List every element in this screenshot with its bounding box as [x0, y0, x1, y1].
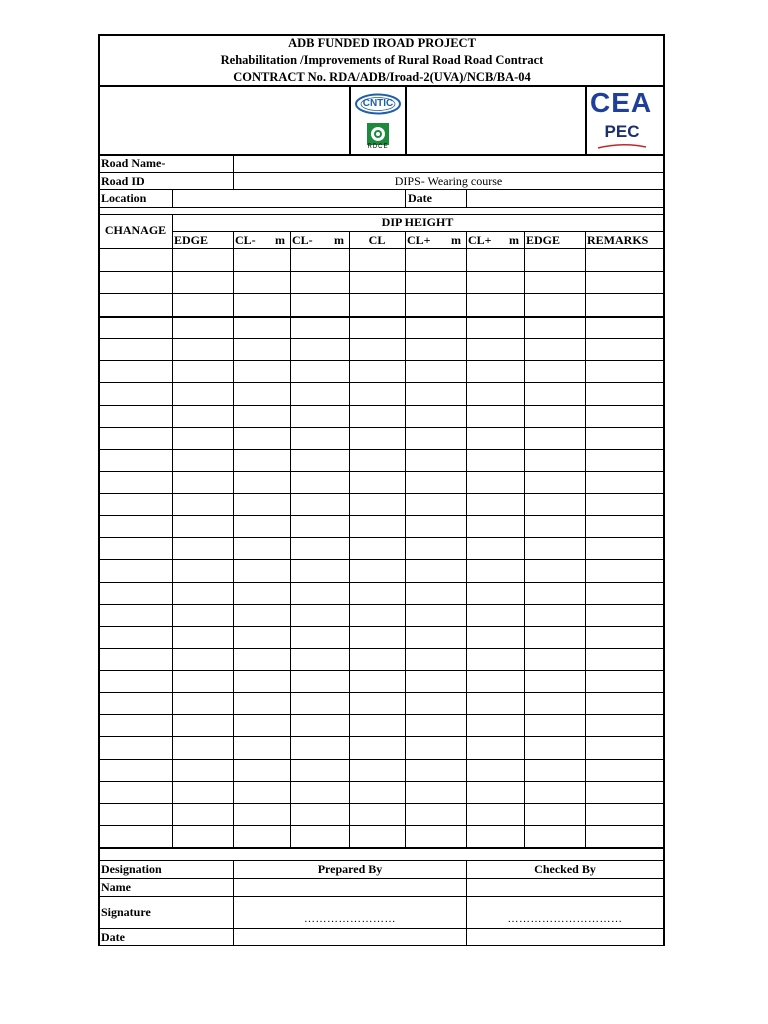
table-cell[interactable] [350, 583, 405, 604]
table-cell[interactable] [467, 516, 524, 537]
road-id-label: Road ID [101, 174, 145, 188]
table-cell[interactable] [525, 317, 585, 338]
table-cell[interactable] [234, 737, 290, 759]
table-cell[interactable] [406, 649, 466, 670]
table-cell[interactable] [173, 538, 233, 559]
table-cell[interactable] [467, 826, 524, 847]
table-cell[interactable] [234, 538, 290, 559]
prepared-date-field[interactable] [234, 929, 466, 945]
table-cell[interactable] [586, 450, 663, 471]
table-cell[interactable] [525, 538, 585, 559]
table-cell[interactable] [406, 406, 466, 427]
table-cell[interactable] [525, 715, 585, 736]
table-cell[interactable] [173, 826, 233, 847]
table-cell[interactable] [467, 693, 524, 714]
table-cell[interactable] [406, 294, 466, 316]
table-cell[interactable] [350, 693, 405, 714]
chainage-cell[interactable] [99, 804, 172, 825]
prepared-by-header: Prepared By [317, 862, 383, 876]
table-cell[interactable] [234, 826, 290, 847]
column-header-label: EDGE [174, 233, 209, 247]
table-cell[interactable] [525, 760, 585, 781]
table-cell[interactable] [586, 671, 663, 692]
right-border [663, 34, 665, 946]
table-cell[interactable] [467, 472, 524, 493]
table-cell[interactable] [467, 383, 524, 405]
table-cell[interactable] [406, 494, 466, 515]
chainage-cell[interactable] [99, 516, 172, 537]
chainage-cell[interactable] [99, 494, 172, 515]
table-cell[interactable] [234, 516, 290, 537]
table-cell[interactable] [406, 249, 466, 271]
table-cell[interactable] [291, 737, 349, 759]
table-cell[interactable] [350, 715, 405, 736]
chainage-cell[interactable] [99, 560, 172, 582]
contract-subtitle: Rehabilitation /Improvements of Rural Road Road Contract [220, 53, 544, 67]
table-cell[interactable] [525, 450, 585, 471]
table-cell[interactable] [525, 671, 585, 692]
table-cell[interactable] [525, 383, 585, 405]
column-header-unit: m [451, 233, 461, 247]
table-cell[interactable] [586, 383, 663, 405]
column-header-label: CL- [292, 233, 313, 247]
table-cell[interactable] [291, 450, 349, 471]
table-cell[interactable] [586, 516, 663, 537]
table-cell[interactable] [173, 317, 233, 338]
table-cell[interactable] [234, 627, 290, 648]
table-cell[interactable] [173, 516, 233, 537]
table-cell[interactable] [291, 361, 349, 382]
cntic-logo [354, 92, 402, 116]
table-cell[interactable] [467, 249, 524, 271]
table-cell[interactable] [173, 760, 233, 781]
table-cell[interactable] [406, 450, 466, 471]
chainage-cell[interactable] [99, 428, 172, 449]
table-cell[interactable] [234, 450, 290, 471]
table-cell[interactable] [173, 671, 233, 692]
table-cell[interactable] [467, 782, 524, 803]
signature-label: Signature [101, 905, 151, 919]
activity-title: DIPS- Wearing course [394, 174, 503, 188]
table-cell[interactable] [525, 605, 585, 626]
table-cell[interactable] [173, 627, 233, 648]
table-cell[interactable] [234, 317, 290, 338]
location-field[interactable] [173, 190, 404, 206]
dip-height-header: DIP HEIGHT [381, 215, 454, 229]
chainage-cell[interactable] [99, 737, 172, 759]
table-cell[interactable] [467, 317, 524, 338]
column-header [468, 233, 522, 247]
table-cell[interactable] [525, 782, 585, 803]
cea-logo [590, 88, 652, 118]
table-cell[interactable] [291, 693, 349, 714]
table-cell[interactable] [350, 760, 405, 781]
table-cell[interactable] [406, 428, 466, 449]
table-cell[interactable] [525, 361, 585, 382]
table-cell[interactable] [291, 804, 349, 825]
table-cell[interactable] [350, 782, 405, 803]
table-cell[interactable] [467, 560, 524, 582]
table-cell[interactable] [586, 649, 663, 670]
table-cell[interactable] [525, 826, 585, 847]
checked-name-field[interactable] [467, 879, 663, 895]
table-cell[interactable] [291, 472, 349, 493]
table-cell[interactable] [291, 760, 349, 781]
table-cell[interactable] [467, 671, 524, 692]
table-cell[interactable] [586, 538, 663, 559]
chainage-cell[interactable] [99, 583, 172, 604]
table-cell[interactable] [525, 583, 585, 604]
chainage-cell[interactable] [99, 782, 172, 803]
table-cell[interactable] [406, 272, 466, 293]
table-cell[interactable] [234, 782, 290, 803]
table-cell[interactable] [586, 715, 663, 736]
table-cell[interactable] [350, 428, 405, 449]
table-cell[interactable] [350, 472, 405, 493]
column-header-unit: m [509, 233, 519, 247]
table-cell[interactable] [350, 605, 405, 626]
chainage-cell[interactable] [99, 294, 172, 316]
table-cell[interactable] [467, 605, 524, 626]
table-cell[interactable] [173, 294, 233, 316]
table-cell[interactable] [586, 272, 663, 293]
table-cell[interactable] [586, 782, 663, 803]
table-cell[interactable] [586, 428, 663, 449]
table-cell[interactable] [234, 605, 290, 626]
table-cell[interactable] [406, 760, 466, 781]
table-cell[interactable] [525, 472, 585, 493]
road-name-field[interactable] [234, 155, 663, 171]
table-cell[interactable] [234, 494, 290, 515]
column-header [351, 233, 403, 247]
column-header [235, 233, 288, 247]
table-cell[interactable] [586, 826, 663, 847]
table-cell[interactable] [525, 428, 585, 449]
table-cell[interactable] [173, 472, 233, 493]
table-cell[interactable] [350, 317, 405, 338]
table-cell[interactable] [234, 294, 290, 316]
table-cell[interactable] [234, 406, 290, 427]
table-cell[interactable] [173, 406, 233, 427]
table-cell[interactable] [586, 693, 663, 714]
table-cell[interactable] [525, 737, 585, 759]
table-cell[interactable] [291, 516, 349, 537]
location-label: Location [101, 191, 147, 205]
table-cell[interactable] [350, 737, 405, 759]
table-cell[interactable] [291, 272, 349, 293]
prepared-signature-line[interactable]: …………………… [304, 913, 396, 925]
table-cell[interactable] [406, 715, 466, 736]
table-cell[interactable] [350, 538, 405, 559]
table-cell[interactable] [586, 472, 663, 493]
table-cell[interactable] [406, 737, 466, 759]
table-cell[interactable] [234, 383, 290, 405]
table-cell[interactable] [234, 272, 290, 293]
checked-date-field[interactable] [467, 929, 663, 945]
table-cell[interactable] [467, 627, 524, 648]
table-cell[interactable] [525, 649, 585, 670]
table-cell[interactable] [586, 627, 663, 648]
table-cell[interactable] [525, 516, 585, 537]
table-cell[interactable] [467, 583, 524, 604]
table-cell[interactable] [525, 494, 585, 515]
table-cell[interactable] [234, 671, 290, 692]
date-field[interactable] [467, 190, 663, 206]
table-cell[interactable] [350, 627, 405, 648]
column-header-label: EDGE [526, 233, 561, 247]
table-cell[interactable] [173, 782, 233, 803]
table-cell[interactable] [467, 715, 524, 736]
table-cell[interactable] [291, 671, 349, 692]
table-cell[interactable] [234, 339, 290, 360]
chainage-cell[interactable] [99, 249, 172, 271]
table-cell[interactable] [525, 693, 585, 714]
table-cell[interactable] [406, 383, 466, 405]
table-cell[interactable] [234, 361, 290, 382]
table-cell[interactable] [291, 826, 349, 847]
table-cell[interactable] [406, 538, 466, 559]
table-cell[interactable] [173, 649, 233, 670]
column-header-label: CL+ [468, 233, 492, 247]
table-cell[interactable] [350, 272, 405, 293]
table-cell[interactable] [173, 339, 233, 360]
table-cell[interactable] [173, 428, 233, 449]
chainage-cell[interactable] [99, 317, 172, 338]
table-cell[interactable] [406, 627, 466, 648]
table-cell[interactable] [234, 583, 290, 604]
table-cell[interactable] [350, 383, 405, 405]
table-cell[interactable] [173, 605, 233, 626]
column-header-label: CL [368, 233, 386, 247]
table-cell[interactable] [291, 249, 349, 271]
table-cell[interactable] [586, 249, 663, 271]
table-cell[interactable] [586, 804, 663, 825]
chainage-cell[interactable] [99, 339, 172, 360]
table-cell[interactable] [467, 760, 524, 781]
table-cell[interactable] [350, 804, 405, 825]
table-cell[interactable] [406, 560, 466, 582]
table-cell[interactable] [350, 294, 405, 316]
chainage-cell[interactable] [99, 826, 172, 847]
table-cell[interactable] [586, 406, 663, 427]
table-cell[interactable] [291, 605, 349, 626]
table-cell[interactable] [291, 406, 349, 427]
chainage-header: CHANAGE [104, 223, 167, 237]
table-cell[interactable] [406, 361, 466, 382]
table-cell[interactable] [291, 583, 349, 604]
table-cell[interactable] [467, 428, 524, 449]
column-header [174, 233, 231, 247]
cntic-logo-text: CNTIC [362, 98, 394, 109]
table-cell[interactable] [525, 627, 585, 648]
pec-logo-text: PEC [604, 122, 640, 141]
table-cell[interactable] [525, 804, 585, 825]
table-cell[interactable] [467, 339, 524, 360]
table-cell[interactable] [291, 428, 349, 449]
table-cell[interactable] [350, 560, 405, 582]
column-header [587, 233, 661, 247]
table-cell[interactable] [406, 804, 466, 825]
table-cell[interactable] [291, 627, 349, 648]
table-cell[interactable] [467, 494, 524, 515]
chainage-cell[interactable] [99, 715, 172, 736]
table-cell[interactable] [350, 249, 405, 271]
table-cell[interactable] [406, 339, 466, 360]
table-cell[interactable] [173, 361, 233, 382]
table-cell[interactable] [467, 538, 524, 559]
table-cell[interactable] [406, 583, 466, 604]
chainage-cell[interactable] [99, 760, 172, 781]
table-cell[interactable] [467, 406, 524, 427]
table-cell[interactable] [406, 826, 466, 847]
table-cell[interactable] [291, 317, 349, 338]
table-cell[interactable] [406, 605, 466, 626]
chainage-cell[interactable] [99, 361, 172, 382]
checked-by-header: Checked By [534, 862, 596, 876]
table-cell[interactable] [586, 605, 663, 626]
table-cell[interactable] [406, 693, 466, 714]
table-cell[interactable] [350, 649, 405, 670]
table-cell[interactable] [350, 494, 405, 515]
table-cell[interactable] [291, 383, 349, 405]
chainage-cell[interactable] [99, 383, 172, 405]
chainage-cell[interactable] [99, 450, 172, 471]
table-cell[interactable] [406, 782, 466, 803]
table-cell[interactable] [173, 804, 233, 825]
table-cell[interactable] [586, 294, 663, 316]
table-cell[interactable] [350, 361, 405, 382]
table-cell[interactable] [173, 560, 233, 582]
table-cell[interactable] [586, 494, 663, 515]
table-cell[interactable] [467, 804, 524, 825]
table-cell[interactable] [586, 760, 663, 781]
table-cell[interactable] [173, 737, 233, 759]
table-cell[interactable] [173, 450, 233, 471]
chainage-cell[interactable] [99, 272, 172, 293]
name-label: Name [101, 880, 131, 894]
table-cell[interactable] [291, 649, 349, 670]
table-cell[interactable] [525, 406, 585, 427]
column-header-label: CL+ [407, 233, 431, 247]
column-header-label: REMARKS [587, 233, 649, 247]
column-header-label: CL- [235, 233, 256, 247]
table-cell[interactable] [173, 249, 233, 271]
table-cell[interactable] [586, 560, 663, 582]
table-cell[interactable] [586, 361, 663, 382]
table-cell[interactable] [350, 671, 405, 692]
chainage-cell[interactable] [99, 693, 172, 714]
table-cell[interactable] [586, 737, 663, 759]
table-cell[interactable] [291, 494, 349, 515]
table-cell[interactable] [234, 560, 290, 582]
table-cell[interactable] [234, 249, 290, 271]
table-cell[interactable] [291, 538, 349, 559]
date-label: Date [408, 191, 432, 205]
cea-logo-text: CEA [590, 87, 653, 118]
table-cell[interactable] [234, 649, 290, 670]
table-cell[interactable] [291, 560, 349, 582]
table-cell[interactable] [525, 272, 585, 293]
table-cell[interactable] [467, 649, 524, 670]
table-cell[interactable] [467, 737, 524, 759]
road-name-label: Road Name- [101, 156, 166, 170]
table-cell[interactable] [291, 782, 349, 803]
table-cell[interactable] [350, 339, 405, 360]
column-header [292, 233, 347, 247]
chainage-cell[interactable] [99, 538, 172, 559]
rdce-logo-text: RDCE [367, 144, 389, 150]
chainage-cell[interactable] [99, 605, 172, 626]
column-header-unit: m [275, 233, 285, 247]
table-cell[interactable] [525, 249, 585, 271]
footer-date-label: Date [101, 930, 125, 944]
table-cell[interactable] [467, 294, 524, 316]
table-cell[interactable] [291, 294, 349, 316]
table-cell[interactable] [234, 715, 290, 736]
table-cell[interactable] [586, 339, 663, 360]
table-cell[interactable] [406, 472, 466, 493]
table-cell[interactable] [586, 583, 663, 604]
contract-number: CONTRACT No. RDA/ADB/Iroad-2(UVA)/NCB/BA-04 [233, 70, 531, 84]
project-title: ADB FUNDED IROAD PROJECT [288, 36, 476, 50]
chainage-cell[interactable] [99, 671, 172, 692]
table-cell[interactable] [173, 715, 233, 736]
pec-logo [592, 122, 652, 152]
table-cell[interactable] [525, 294, 585, 316]
table-cell[interactable] [350, 826, 405, 847]
table-cell[interactable] [234, 428, 290, 449]
table-cell[interactable] [350, 516, 405, 537]
rdce-logo [364, 122, 392, 152]
table-cell[interactable] [291, 715, 349, 736]
chainage-cell[interactable] [99, 627, 172, 648]
table-cell[interactable] [173, 693, 233, 714]
table-cell[interactable] [173, 383, 233, 405]
table-cell[interactable] [467, 361, 524, 382]
table-cell[interactable] [234, 472, 290, 493]
column-header-unit: m [334, 233, 344, 247]
chainage-cell[interactable] [99, 649, 172, 670]
chainage-cell[interactable] [99, 406, 172, 427]
table-cell[interactable] [525, 560, 585, 582]
table-cell[interactable] [350, 406, 405, 427]
table-cell[interactable] [406, 671, 466, 692]
table-cell[interactable] [173, 272, 233, 293]
designation-label: Designation [101, 862, 162, 876]
table-cell[interactable] [234, 804, 290, 825]
column-header [526, 233, 583, 247]
column-header [407, 233, 464, 247]
table-cell[interactable] [173, 494, 233, 515]
table-cell[interactable] [291, 339, 349, 360]
table-cell[interactable] [234, 760, 290, 781]
table-cell[interactable] [173, 583, 233, 604]
table-cell[interactable] [234, 693, 290, 714]
chainage-cell[interactable] [99, 472, 172, 493]
table-cell[interactable] [350, 450, 405, 471]
table-cell[interactable] [467, 272, 524, 293]
checked-signature-line[interactable]: ………………………… [507, 913, 623, 925]
table-cell[interactable] [406, 317, 466, 338]
table-cell[interactable] [467, 450, 524, 471]
table-cell[interactable] [586, 317, 663, 338]
table-cell[interactable] [406, 516, 466, 537]
prepared-name-field[interactable] [234, 879, 466, 895]
table-cell[interactable] [525, 339, 585, 360]
